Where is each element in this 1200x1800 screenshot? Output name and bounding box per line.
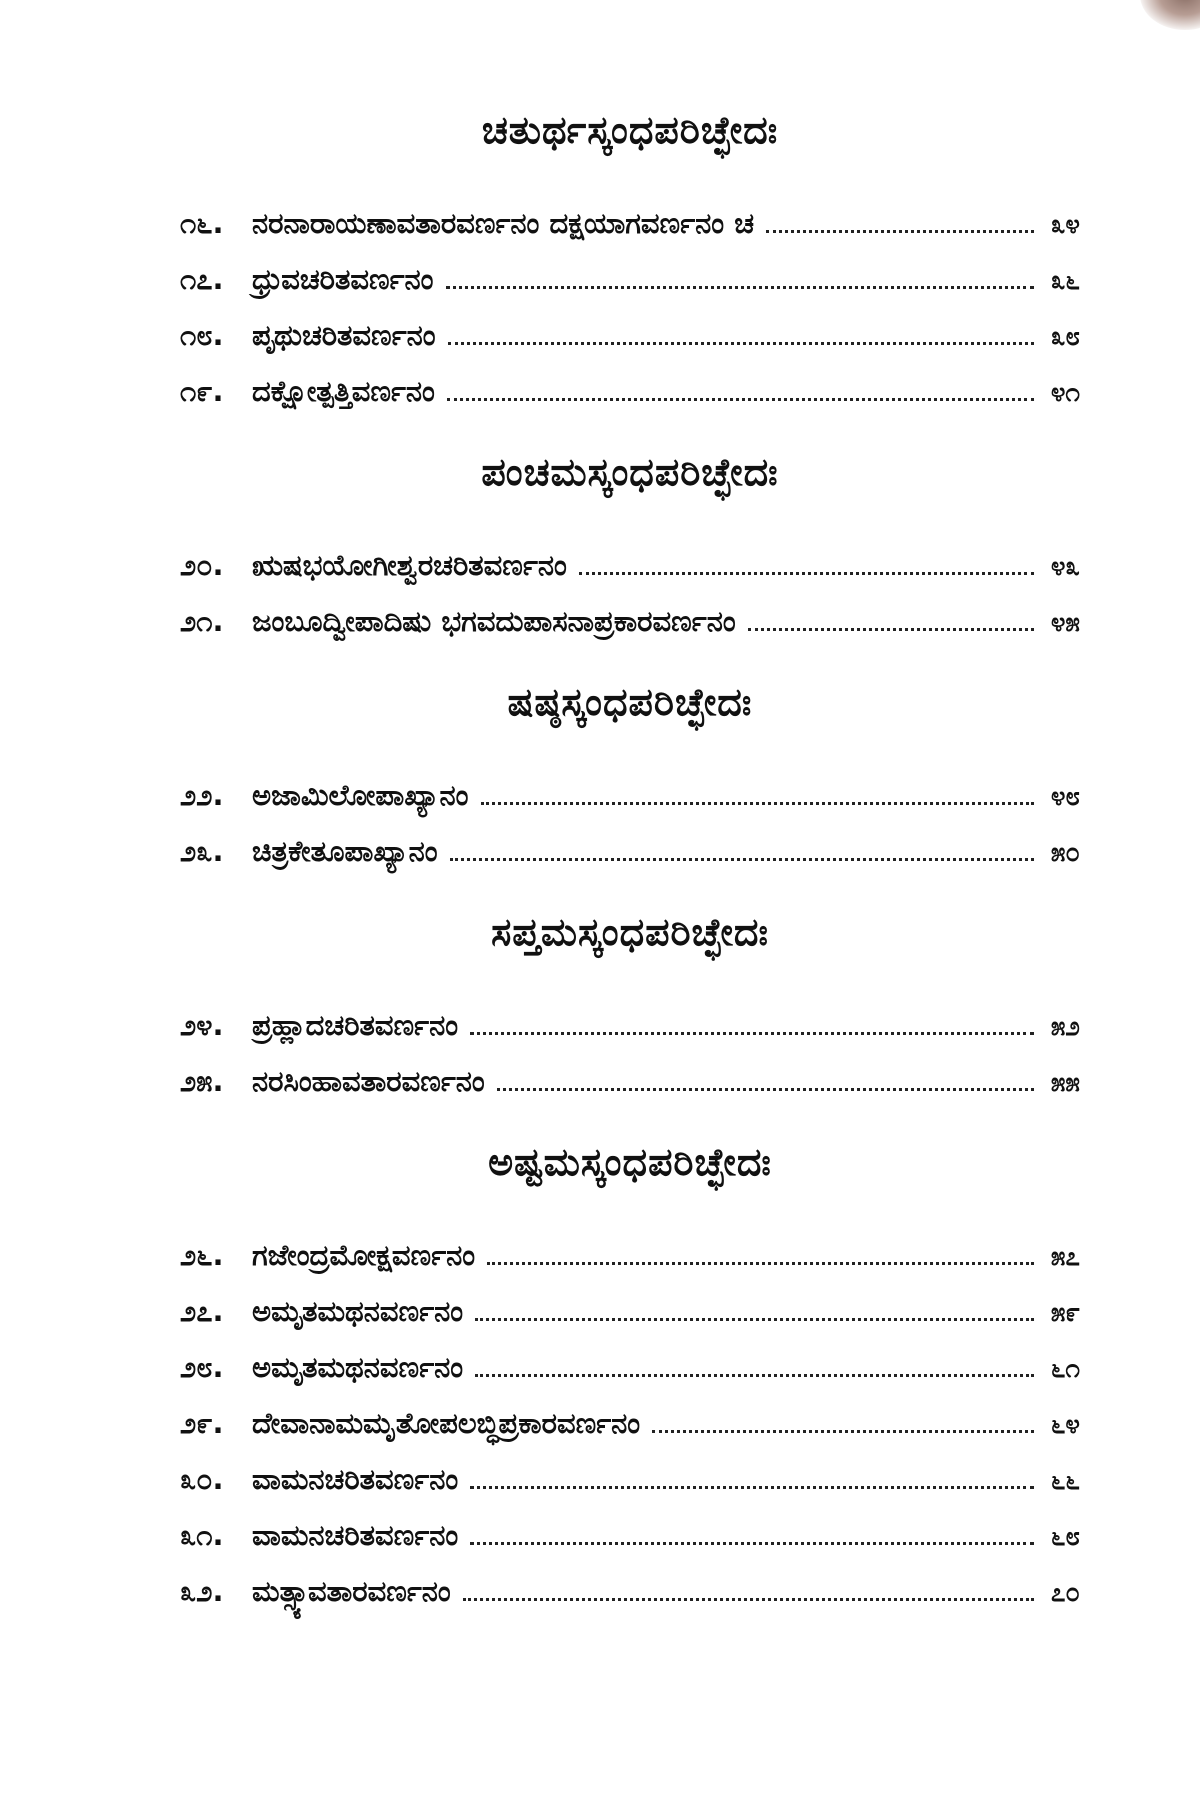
section-heading: ಚತುರ್ಥಸ್ಕಂಧಪರಿಚ್ಛೇದಃ <box>481 108 779 152</box>
section-heading: ಅಷ್ಟಮಸ್ಕಂಧಪರಿಚ್ಛೇದಃ <box>488 1140 772 1184</box>
entry-page-number: ೬೪ <box>1050 1410 1080 1440</box>
section-heading: ಪಂಚಮಸ್ಕಂಧಪರಿಚ್ಛೇದಃ <box>481 450 779 494</box>
entry-title: ದೇವಾನಾಮಮೃತೋಪಲಬ್ಧಿಪ್ರಕಾರವರ್ಣನಂ <box>252 1406 641 1440</box>
toc-entry <box>180 757 1080 813</box>
dot-leader <box>475 1374 1034 1377</box>
toc-section <box>180 677 1080 869</box>
entry-page-number: ೪೮ <box>1050 782 1080 812</box>
entry-title: ಅಜಾಮಿಲೋಪಾಖ್ಯಾನಂ <box>252 778 469 812</box>
dot-leader <box>447 398 1034 401</box>
dot-leader <box>481 802 1034 805</box>
toc-entry <box>180 987 1080 1043</box>
entry-number: ೧೯. <box>180 374 224 408</box>
entry-page-number: ೬೮ <box>1050 1522 1080 1552</box>
entry-title: ಮತ್ಸ್ಯಾವತಾರವರ್ಣನಂ <box>252 1574 451 1608</box>
entry-title: ಋಷಭಯೋಗೀಶ್ವರಚರಿತವರ್ಣನಂ <box>252 548 567 582</box>
dot-leader <box>579 572 1034 575</box>
entry-number: ೩೧. <box>180 1518 224 1552</box>
entry-title: ಪೃಥುಚರಿತವರ್ಣನಂ <box>252 318 436 352</box>
entry-number: ೨೫. <box>180 1064 224 1098</box>
entry-page-number: ೬೧ <box>1050 1354 1080 1384</box>
entry-page-number: ೩೮ <box>1050 322 1080 352</box>
entry-page-number: ೭೦ <box>1050 1578 1080 1608</box>
entry-title: ದಕ್ಷೋತ್ಪತ್ತಿವರ್ಣನಂ <box>252 374 435 408</box>
toc-entry <box>180 353 1080 409</box>
toc-entry <box>180 1553 1080 1609</box>
entry-page-number: ೪೫ <box>1050 608 1080 638</box>
dot-leader <box>450 858 1034 861</box>
page-corner-shadow <box>1140 0 1200 30</box>
entry-title: ಜಂಬೂದ್ವೀಪಾದಿಷು ಭಗವದುಪಾಸನಾಪ್ರಕಾರವರ್ಣನಂ <box>252 604 736 638</box>
entry-number: ೨೪. <box>180 1008 224 1042</box>
dot-leader <box>446 286 1034 289</box>
toc-section <box>180 447 1080 639</box>
toc-entry <box>180 241 1080 297</box>
dot-leader <box>463 1598 1034 1601</box>
dot-leader <box>766 230 1034 233</box>
entry-number: ೨೩. <box>180 834 224 868</box>
entry-number: ೨೮. <box>180 1350 224 1384</box>
section-heading: ಸಪ್ತಮಸ್ಕಂಧಪರಿಚ್ಛೇದಃ <box>491 910 769 954</box>
entry-page-number: ೫೨ <box>1050 1012 1080 1042</box>
entry-page-number: ೩೪ <box>1050 210 1080 240</box>
toc-entry <box>180 1329 1080 1385</box>
entry-title: ನರನಾರಾಯಣಾವತಾರವರ್ಣನಂ ದಕ್ಷಯಾಗವರ್ಣನಂ ಚ <box>252 206 754 240</box>
entry-number: ೧೬. <box>180 206 224 240</box>
entry-page-number: ೫೫ <box>1050 1068 1080 1098</box>
entry-number: ೨೧. <box>180 604 224 638</box>
toc-entry <box>180 1217 1080 1273</box>
entry-number: ೨೦. <box>180 548 224 582</box>
entry-number: ೩೦. <box>180 1462 224 1496</box>
dot-leader <box>487 1262 1034 1265</box>
toc-section <box>180 907 1080 1099</box>
entry-title: ಅಮೃತಮಥನವರ್ಣನಂ <box>252 1294 464 1328</box>
entry-number: ೧೮. <box>180 318 224 352</box>
entry-page-number: ೫೦ <box>1050 838 1080 868</box>
entry-title: ಚಿತ್ರಕೇತೂಪಾಖ್ಯಾನಂ <box>252 834 438 868</box>
entry-title: ಗಜೇಂದ್ರಮೋಕ್ಷವರ್ಣನಂ <box>252 1238 476 1272</box>
entry-title: ನರಸಿಂಹಾವತಾರವರ್ಣನಂ <box>252 1064 485 1098</box>
toc-section <box>180 105 1080 409</box>
toc-entry <box>180 1441 1080 1497</box>
section-heading: ಷಷ್ಠಸ್ಕಂಧಪರಿಚ್ಛೇದಃ <box>507 680 753 724</box>
entry-title: ಅಮೃತಮಥನವರ್ಣನಂ <box>252 1350 464 1384</box>
entry-page-number: ೬೬ <box>1050 1466 1080 1496</box>
entry-page-number: ೫೯ <box>1050 1298 1080 1328</box>
entry-title: ಪ್ರಹ್ಲಾದಚರಿತವರ್ಣನಂ <box>252 1008 459 1042</box>
toc-entry <box>180 297 1080 353</box>
entry-page-number: ೪೧ <box>1050 378 1080 408</box>
dot-leader <box>475 1318 1034 1321</box>
dot-leader <box>448 342 1034 345</box>
entry-page-number: ೪೩ <box>1050 552 1080 582</box>
toc-entry <box>180 527 1080 583</box>
entry-number: ೨೬. <box>180 1238 224 1272</box>
entry-title: ವಾಮನಚರಿತವರ್ಣನಂ <box>252 1518 459 1552</box>
toc-entry <box>180 1497 1080 1553</box>
entry-page-number: ೩೬ <box>1050 266 1080 296</box>
dot-leader <box>652 1430 1034 1433</box>
toc-entry <box>180 185 1080 241</box>
entry-number: ೨೨. <box>180 778 224 812</box>
dot-leader <box>497 1088 1034 1091</box>
toc-entry <box>180 1273 1080 1329</box>
toc-entry <box>180 1043 1080 1099</box>
entry-number: ೨೯. <box>180 1406 224 1440</box>
toc-entry <box>180 583 1080 639</box>
entry-page-number: ೫೭ <box>1050 1242 1080 1272</box>
dot-leader <box>470 1032 1034 1035</box>
dot-leader <box>748 628 1034 631</box>
entry-number: ೧೭. <box>180 262 224 296</box>
entry-title: ಧ್ರುವಚರಿತವರ್ಣನಂ <box>252 262 434 296</box>
table-of-contents <box>180 105 1080 1647</box>
entry-number: ೨೭. <box>180 1294 224 1328</box>
entry-number: ೩೨. <box>180 1574 224 1608</box>
toc-entry <box>180 813 1080 869</box>
dot-leader <box>470 1486 1034 1489</box>
dot-leader <box>470 1542 1034 1545</box>
toc-entry <box>180 1385 1080 1441</box>
entry-title: ವಾಮನಚರಿತವರ್ಣನಂ <box>252 1462 459 1496</box>
toc-section <box>180 1137 1080 1609</box>
